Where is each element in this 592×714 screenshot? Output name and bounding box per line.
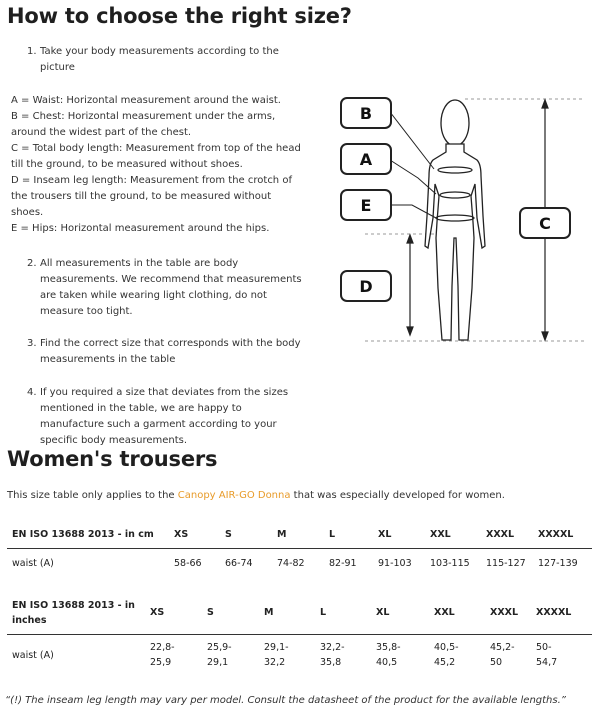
svg-text:A: A	[359, 150, 373, 169]
table-row: waist (A) 22,8- 25,9 25,9- 29,1 29,1- 32,2 32,2- 35,8 35,8- 40,5 40,5- 45,2 45,2- 50 50- 54,7	[12, 642, 558, 669]
label-e	[341, 190, 391, 220]
svg-text:C: C	[539, 214, 551, 233]
intro-text: This size table only applies to the Canopy AIR-GO Donna that was especially developed for women.	[7, 490, 505, 501]
body-silhouette-icon	[425, 100, 485, 340]
size-table-cm: EN ISO 13688 2013 - in cm XS S M L XL XXL XXXL XXXXL waist (A) 58-66 66-74 74-82 82-91 91-103 103-115 115-127 127-139	[7, 522, 592, 578]
size-table-inches: EN ISO 13688 2013 - in inches XS S M L XL XXL XXXL XXXXL waist (A) 22,8- 25,9 25,9- 29,1 29,1- 32,2 32,2- 35,8 35,8- 40,5 40,5- 45,2 45,2- 50 50- 54,7	[7, 592, 592, 676]
page-title: How to choose the right size?	[7, 4, 352, 28]
product-link[interactable]: Canopy AIR-GO Donna	[177, 490, 291, 501]
label-a	[341, 144, 391, 174]
label-b	[341, 98, 391, 128]
label-d	[341, 271, 391, 301]
footnote: “(!) The inseam leg length may vary per model. Consult the datasheet of the product for the available lengths.”	[5, 695, 566, 706]
svg-text:B: B	[359, 104, 373, 123]
table-row: waist (A) 58-66 66-74 74-82 82-91 91-103 103-115 115-127 127-139	[12, 557, 578, 569]
section-title: Women's trousers	[7, 447, 218, 471]
svg-text:D: D	[359, 277, 373, 296]
measurement-definitions: A = Waist: Horizontal measurement around the waist. B = Chest: Horizontal measurement under the arms, around the widest part of the chest. C = Total body length: Measurement from top of the head till the ground, to be measured without shoes. D = Inseam leg length: Measurement from the crotch of the trousers till the ground, to be measured without shoes. E = Hips: Horizontal measurement around the hips.	[11, 95, 301, 234]
body-measurement-figure	[335, 88, 590, 348]
label-c	[520, 208, 570, 238]
svg-text:E: E	[360, 196, 372, 215]
d-arrow	[407, 235, 413, 335]
